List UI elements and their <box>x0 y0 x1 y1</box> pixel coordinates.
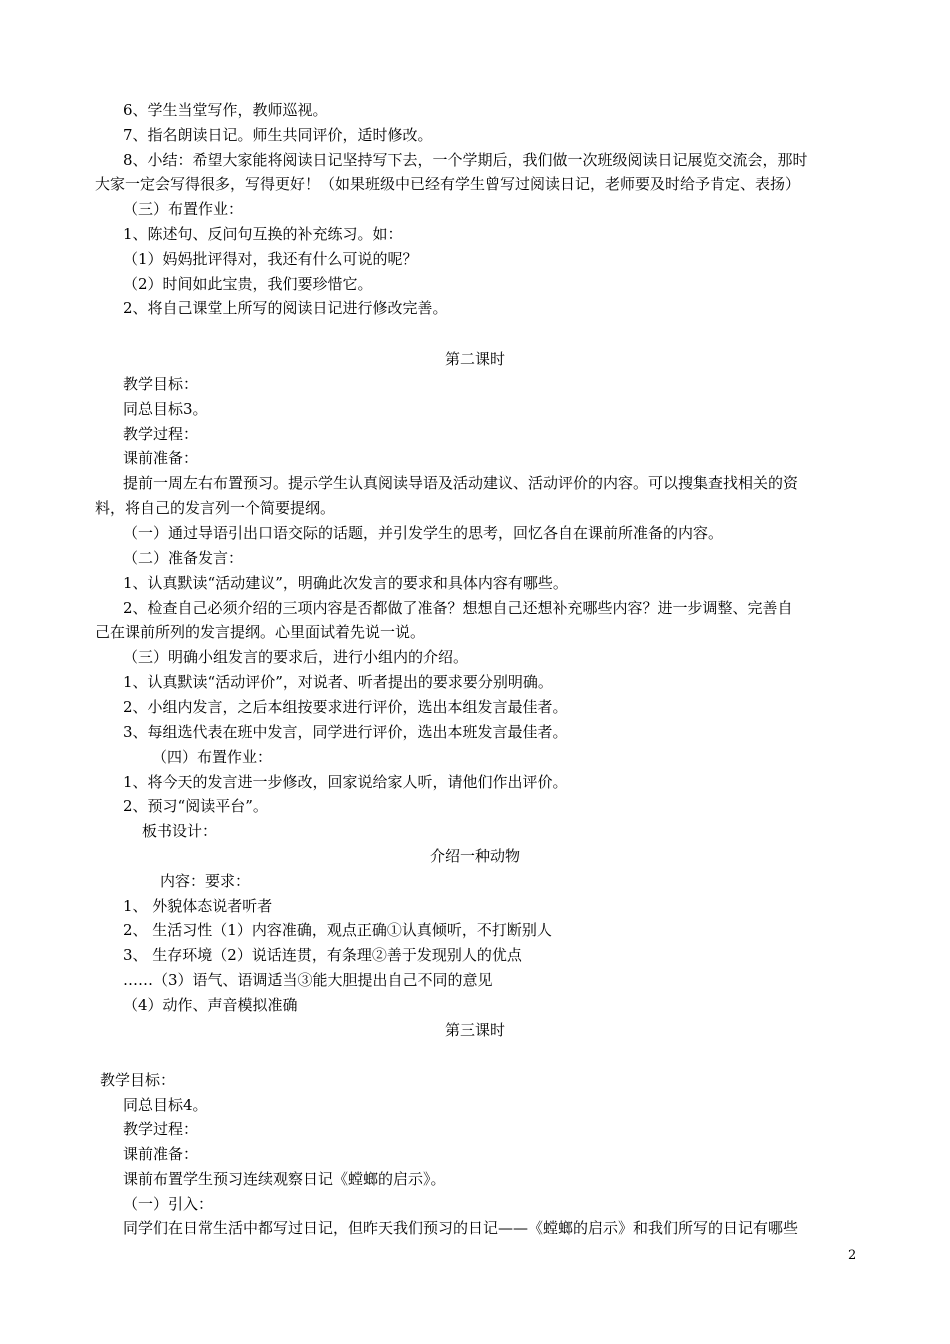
text-line: 2、预习“阅读平台”。 <box>123 797 268 815</box>
text-line: 1、陈述句、反问句互换的补充练习。如： <box>123 225 403 243</box>
text-line: 料，将自己的发言列一个简要提纲。 <box>95 499 336 517</box>
text-line: 同总目标4。 <box>123 1096 208 1114</box>
text-line: 内容：要求： <box>160 872 251 890</box>
section-heading: 教学目标： <box>123 375 199 393</box>
text-line: （三）明确小组发言的要求后，进行小组内的介绍。 <box>123 648 469 666</box>
section-heading: 课前准备： <box>123 1145 199 1163</box>
section-heading: 课前准备： <box>123 449 199 467</box>
lesson-title: 第二课时 <box>444 350 505 368</box>
text-line: 2、小组内发言，之后本组按要求进行评价，选出本组发言最佳者。 <box>123 698 568 716</box>
lesson-title: 第三课时 <box>444 1021 505 1039</box>
section-heading: 板书设计： <box>142 822 218 840</box>
text-line: 1、认真默读“活动评价”，对说者、听者提出的要求要分别明确。 <box>123 673 553 691</box>
text-line: 课前布置学生预习连续观察日记《螳螂的启示》。 <box>123 1170 446 1188</box>
text-line: 1、认真默读“活动建议”，明确此次发言的要求和具体内容有哪些。 <box>123 574 568 592</box>
section-heading: 教学过程： <box>123 425 199 443</box>
text-line: 提前一周左右布置预习。提示学生认真阅读导语及活动建议、活动评价的内容。可以搜集查找相关的资 <box>123 474 799 492</box>
text-line: ……（3）语气、语调适当③能大胆提出自己不同的意见 <box>123 971 493 989</box>
section-heading: （四）布置作业： <box>152 748 273 766</box>
text-line: （1）妈妈批评得对，我还有什么可说的呢？ <box>123 250 418 268</box>
section-heading: （二）准备发言： <box>123 549 244 567</box>
text-line: 同学们在日常生活中都写过日记，但昨天我们预习的日记——《螳螂的启示》和我们所写的日记有哪些 <box>123 1219 799 1237</box>
text-line: 2、 生活习性（1）内容准确，观点正确①认真倾听，不打断别人 <box>123 921 552 939</box>
text-line: 6、学生当堂写作，教师巡视。 <box>123 101 328 119</box>
text-line: 1、 外貌体态说者听者 <box>123 897 273 915</box>
section-heading: （三）布置作业： <box>123 200 244 218</box>
board-title: 介绍一种动物 <box>429 847 520 865</box>
section-heading: 教学目标： <box>100 1071 176 1089</box>
section-heading: 教学过程： <box>123 1120 199 1138</box>
text-line: 3、每组选代表在班中发言，同学进行评价，选出本班发言最佳者。 <box>123 723 568 741</box>
text-line: （一）通过导语引出口语交际的话题，并引发学生的思考，回忆各自在课前所准备的内容。 <box>123 524 724 542</box>
text-line: 己在课前所列的发言提纲。心里面试着先说一说。 <box>95 623 426 641</box>
text-line: 2、检查自己必须介绍的三项内容是否都做了准备？想想自己还想补充哪些内容？进一步调整、完善自 <box>123 599 793 617</box>
text-line: 1、将今天的发言进一步修改，回家说给家人听，请他们作出评价。 <box>123 773 568 791</box>
text-line: 2、将自己课堂上所写的阅读日记进行修改完善。 <box>123 299 448 317</box>
text-line: （2）时间如此宝贵，我们要珍惜它。 <box>123 275 373 293</box>
text-line: 7、指名朗读日记。师生共同评价，适时修改。 <box>123 126 433 144</box>
text-line: 8、小结：希望大家能将阅读日记坚持写下去，一个学期后，我们做一次班级阅读日记展览交流会，那时 <box>123 151 808 169</box>
text-line: 大家一定会写得很多，写得更好！（如果班级中已经有学生曾写过阅读日记，老师要及时给予肯定、表扬） <box>95 175 801 193</box>
text-line: 同总目标3。 <box>123 400 208 418</box>
page-number: 2 <box>848 1248 857 1263</box>
text-line: （4）动作、声音模拟准确 <box>123 996 298 1014</box>
section-heading: （一）引入： <box>123 1195 214 1213</box>
text-line: 3、 生存环境（2）说话连贯，有条理②善于发现别人的优点 <box>123 946 522 964</box>
